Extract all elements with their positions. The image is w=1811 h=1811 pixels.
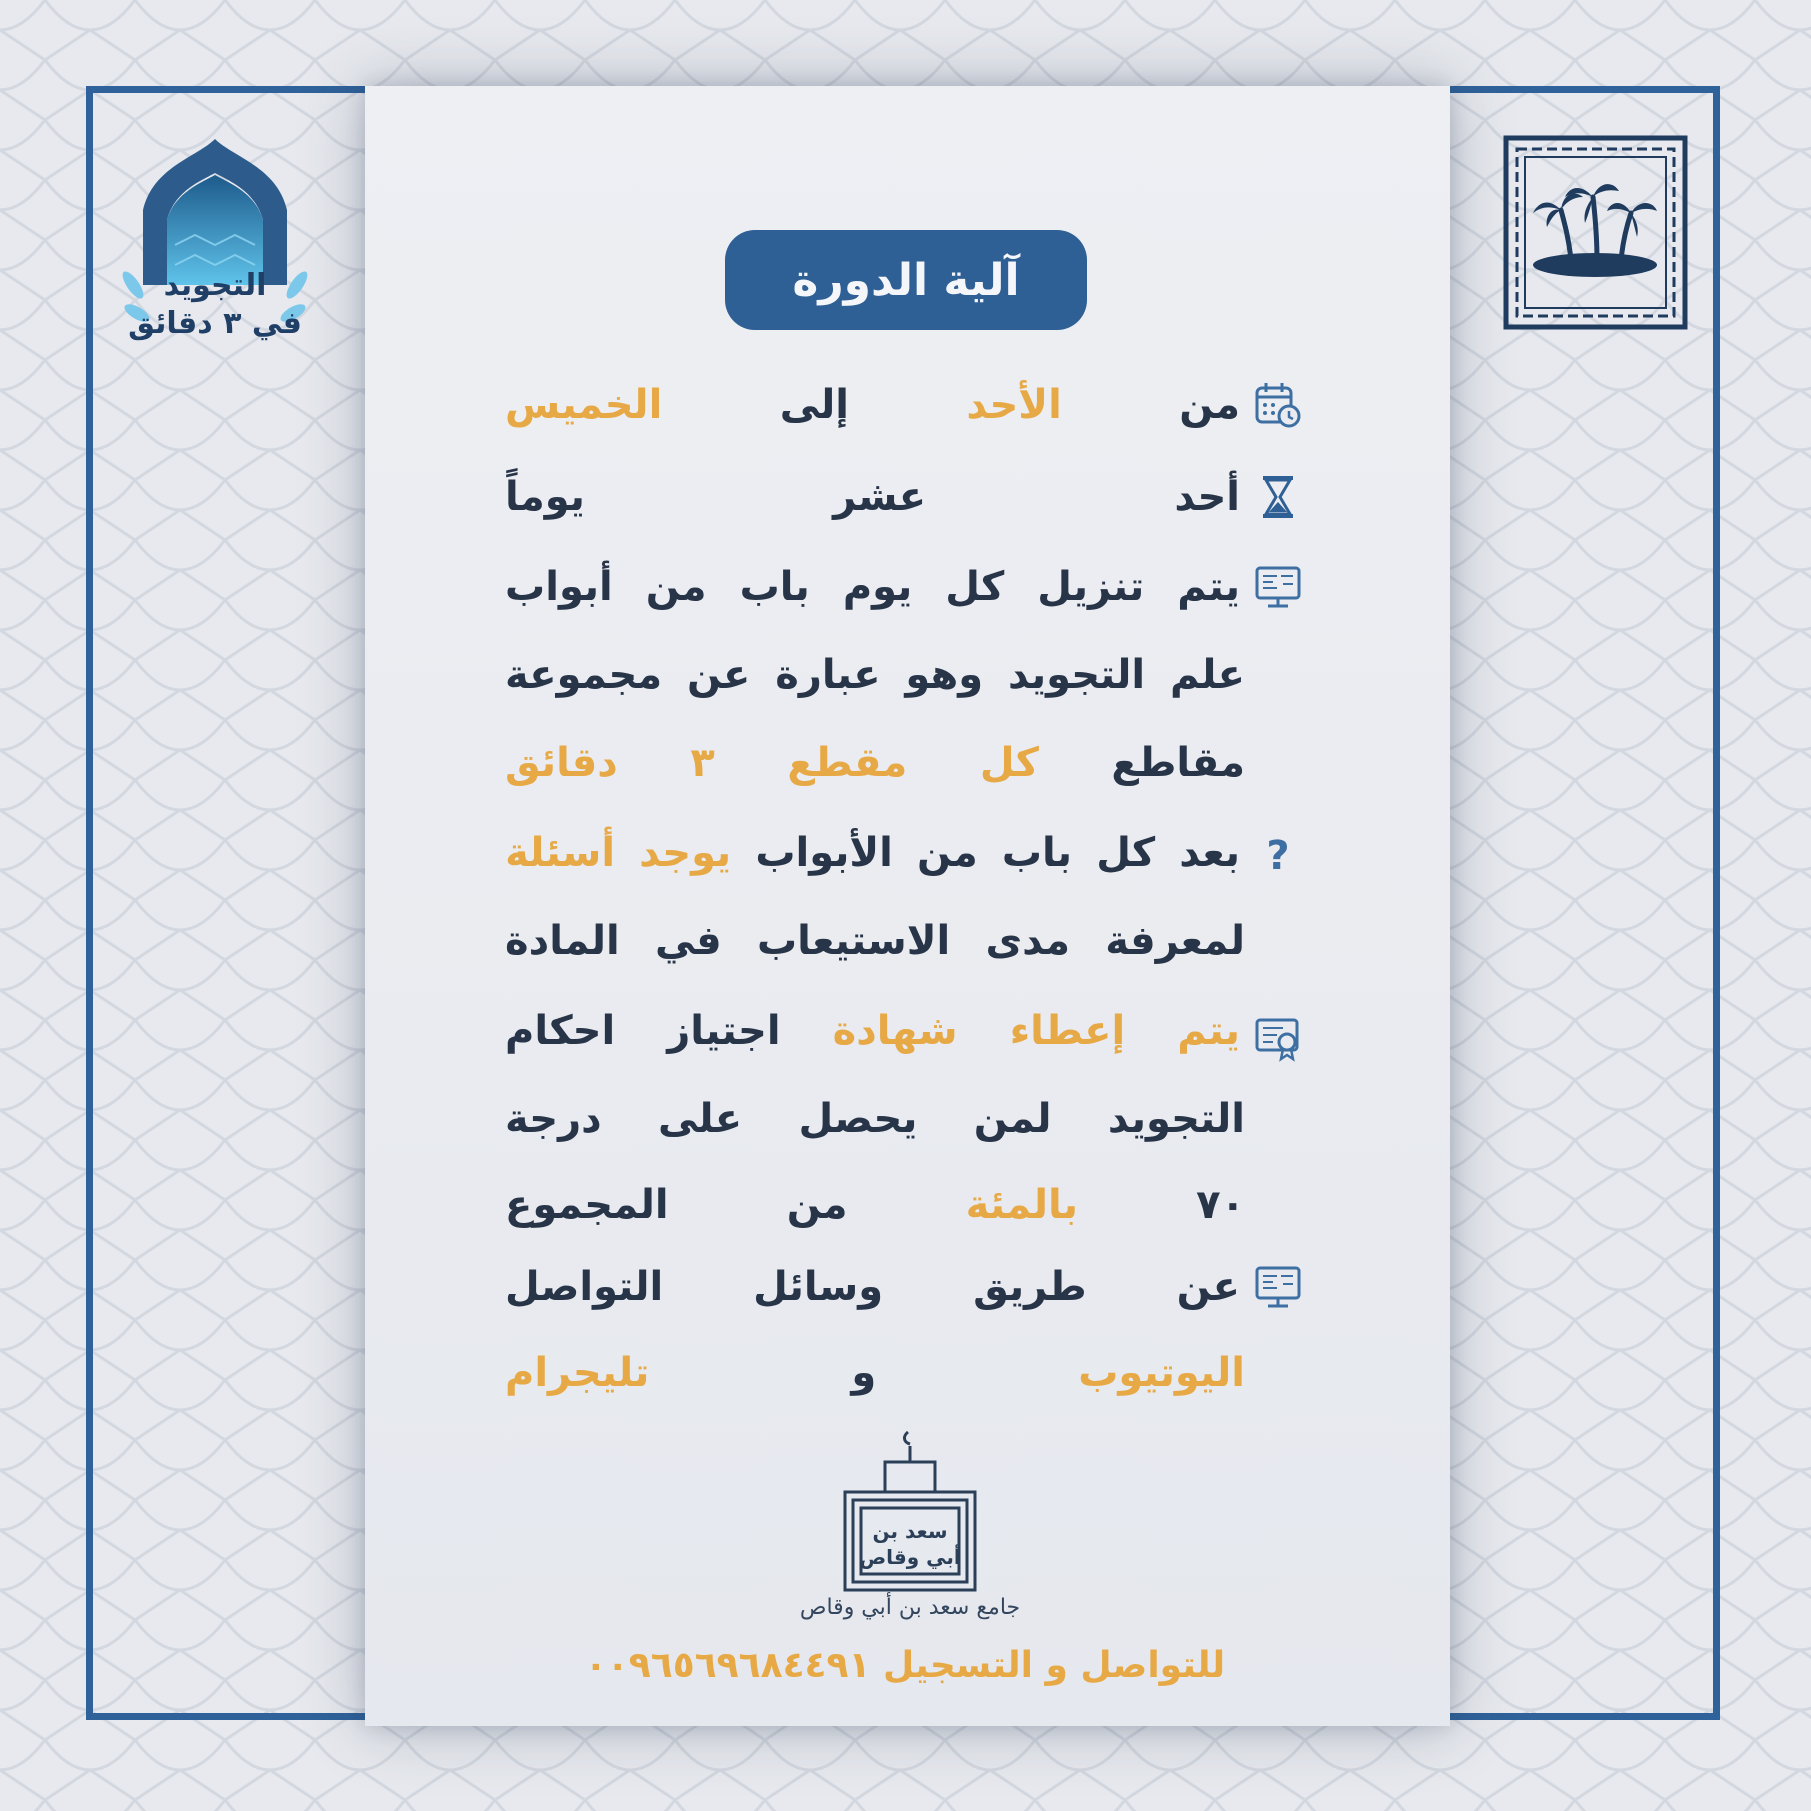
line-word: كل	[1096, 830, 1156, 876]
line-word: درجة	[505, 1096, 602, 1142]
text-line	[505, 996, 1240, 1066]
text-line	[505, 1252, 1240, 1322]
calendar-clock-icon	[1253, 380, 1303, 430]
line-word: تليجرام	[505, 1350, 650, 1396]
line-word: مقطع	[787, 740, 908, 786]
text-line	[505, 640, 1245, 710]
line-word: وسائل	[753, 1264, 884, 1310]
question-mark-icon	[1253, 829, 1303, 879]
palm-island-logo	[1503, 135, 1688, 330]
text-line	[505, 818, 1240, 888]
svg-text:?: ?	[1266, 833, 1290, 879]
line-word: باب	[1001, 830, 1073, 876]
logo-left-line2: في ٣ دقائق	[128, 306, 302, 341]
text-line	[505, 462, 1240, 532]
line-word: يتم	[1177, 564, 1240, 610]
line-word: عن	[686, 652, 751, 698]
line-word: مقاطع	[1111, 740, 1245, 786]
mosque-logo-line1: سعد بن	[872, 1519, 948, 1543]
line-word: الأبواب	[755, 830, 893, 876]
line-word: لمعرفة	[1105, 918, 1245, 964]
line-word: إعطاء	[1009, 1008, 1126, 1054]
line-word: الأحد	[966, 382, 1062, 428]
mosque-caption: جامع سعد بن أبي وقاص	[799, 1595, 1021, 1620]
line-word: عبارة	[775, 652, 881, 698]
line-word: ٧٠	[1196, 1182, 1245, 1228]
text-line	[505, 1170, 1245, 1240]
monitor-code-icon	[1253, 562, 1303, 612]
line-word: على	[657, 1096, 743, 1142]
text-line	[505, 728, 1245, 798]
line-word: يتم	[1177, 1008, 1240, 1054]
tajweed-logo	[115, 135, 315, 350]
text-line	[505, 370, 1240, 440]
line-word: إلى	[779, 382, 849, 428]
line-word: يوماً	[505, 474, 585, 520]
line-word: بعد	[1179, 830, 1240, 876]
line-word: كل	[945, 564, 1005, 610]
line-word: من	[786, 1182, 848, 1228]
line-word: في	[655, 918, 722, 964]
line-word: أسئلة	[505, 830, 616, 876]
title-pill	[725, 230, 1087, 330]
line-word: احكام	[505, 1008, 616, 1054]
line-word: الخميس	[505, 382, 663, 428]
line-word: أحد	[1174, 474, 1240, 520]
line-word: و	[851, 1350, 877, 1396]
line-word: يوم	[842, 564, 913, 610]
line-word: دقائق	[505, 740, 618, 786]
hourglass-icon	[1253, 472, 1303, 522]
certificate-icon	[1253, 1012, 1303, 1062]
line-word: اجتياز	[667, 1008, 781, 1054]
line-word: التجويد	[1107, 1096, 1245, 1142]
text-line	[505, 1084, 1245, 1154]
line-word: من	[916, 830, 978, 876]
mosque-logo	[825, 1430, 995, 1595]
line-word: ٣	[690, 740, 715, 786]
line-word: بالمئة	[965, 1182, 1079, 1228]
line-word: التواصل	[505, 1264, 664, 1310]
line-word: باب	[739, 564, 810, 610]
line-word: شهادة	[832, 1008, 958, 1054]
text-line	[505, 552, 1240, 622]
line-word: مجموعة	[505, 652, 663, 698]
line-word: من	[645, 564, 707, 610]
line-word: يوجد	[639, 830, 732, 876]
line-word: المجموع	[505, 1182, 669, 1228]
monitor-code-icon	[1253, 1262, 1303, 1312]
line-word: طريق	[973, 1264, 1087, 1310]
line-word: وهو	[905, 652, 984, 698]
line-word: عن	[1176, 1264, 1240, 1310]
line-word: عشر	[833, 474, 927, 520]
text-line	[505, 906, 1245, 976]
mosque-logo-line2: أبي وقاص	[859, 1545, 961, 1569]
line-word: أبواب	[505, 564, 613, 610]
line-word: يحصل	[798, 1096, 918, 1142]
line-word: التجويد	[1007, 652, 1146, 698]
line-word: لمن	[973, 1096, 1052, 1142]
line-word: علم	[1169, 652, 1245, 698]
line-word: تنزيل	[1037, 564, 1145, 610]
logo-left-line1: التجويد	[163, 268, 267, 303]
line-word: مدى	[985, 918, 1070, 964]
line-word: من	[1179, 382, 1240, 428]
line-word: المادة	[505, 918, 620, 964]
line-word: اليوتيوب	[1078, 1350, 1245, 1396]
contact-line: للتواصل و التسجيل ٠٠٩٦٥٦٩٦٨٤٤٩١	[584, 1644, 1226, 1686]
line-word: الاستيعاب	[756, 918, 951, 964]
text-line	[505, 1338, 1245, 1408]
page-title: آلية الدورة	[792, 254, 1020, 306]
line-word: كل	[979, 740, 1039, 786]
